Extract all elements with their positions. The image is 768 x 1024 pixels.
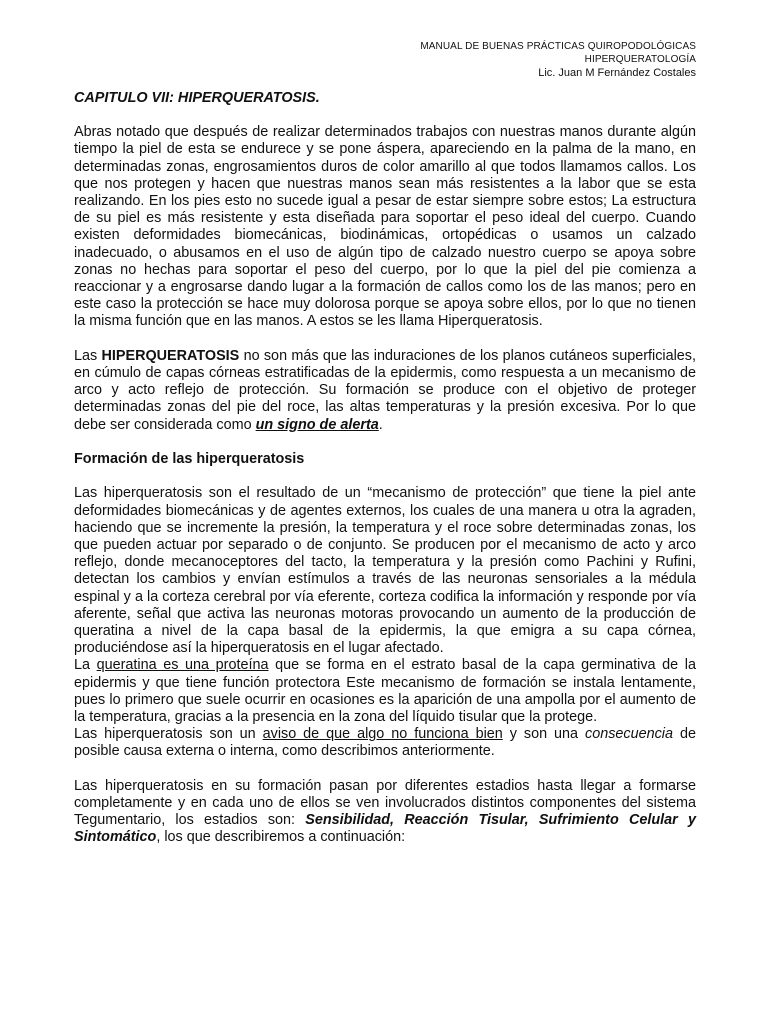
- header-author: Lic. Juan M Fernández Costales: [538, 67, 696, 79]
- paragraph-definition: [74, 348, 696, 434]
- document-body: [74, 90, 696, 864]
- emphasis-alert: un signo de alerta: [255, 416, 379, 433]
- paragraph-warning: [74, 726, 696, 760]
- text: , los que describiremos a continuación:: [156, 829, 406, 846]
- text: Las hiperqueratosis en su formación pasan por diferentes estadios hasta llegar a formarse completamente y en cada uno de ellos se ven involucrados distintos componentes del sistema Tegumentario, los estadios son:: [74, 777, 696, 829]
- page-header: [420, 40, 696, 80]
- italic-word: consecuencia: [585, 726, 674, 743]
- underlined-phrase: queratina es una proteína: [96, 657, 269, 674]
- paragraph-formation: Las hiperqueratosis son el resultado de un “mecanismo de protección” que tiene la piel ante deformidades biomecánicas y de agentes externos, los cuales de una manera u otra la agraden, haciendo que se incremente la presión, la temperatura y el roce sobre determinadas zonas, los que pueden actuar por separado o de conjunto. Se producen por el mecanismo de acto y arco reflejo, donde mecanoceptores del tacto, la temperatura y la presión como Pachini y Rufini, detectan los cambios y envían estímulos a través de las neuronas sensoriales a la médula espinal y a la corteza cerebral por vía eferente, corteza codifica la información y responde por vía aferente, señal que activa las neuronas motoras provocando un aumento de la producción de queratina a nivel de la capa basal de la epidermis, la que emigra a su capa córnea, produciéndose así la hiperqueratosis en el lugar afectado.: [74, 485, 696, 657]
- paragraph-keratin: [74, 657, 696, 726]
- text: de posible causa externa o interna, como describimos anteriormente.: [74, 726, 696, 760]
- text: no son más que las induraciones de los planos cutáneos superficiales, en cúmulo de capas córneas estratificadas de la epidermis, como respuesta a un mecanismo de arco y acto reflejo de protección. Su formación se produce con el objetivo de proteger determinadas zonas del pie del roce, las altas temperaturas y la presión excesiva. Por lo que debe ser considerada como: [74, 347, 696, 433]
- paragraph-stages: [74, 778, 696, 847]
- underlined-phrase: aviso de que algo no funciona bien: [262, 726, 503, 743]
- header-subtitle: HIPERQUERATOLOGÍA: [584, 54, 696, 65]
- text: y son una: [502, 726, 585, 743]
- text: que se forma en el estrato basal de la capa germinativa de la epidermis y que tiene función protectora Este mecanismo de formación se instala lentamente, pues lo primero que suele ocurrir en ocasiones es la aparición de una ampolla por el aumento de la temperatura, gracias a la presencia en la zona del líquido tisular que la protege.: [74, 657, 696, 726]
- bold-term: HIPERQUERATOSIS: [101, 347, 240, 364]
- text: La: [74, 657, 97, 674]
- paragraph-intro: Abras notado que después de realizar determinados trabajos con nuestras manos durante algún tiempo la piel de esta se endurece y se pone áspera, apareciendo en la palma de la mano, en determinadas zonas, engrosamientos duros de color amarillo al que todos llamamos callos. Los que nos protegen y hacen que nuestras manos sean más resistentes a la labor que se esta realizando. En los pies esto no sucede igual a pesar de estar siempre sobre estos; La estructura de su piel es más resistente y esta diseñada para soportar el peso ideal del cuerpo. Cuando existen deformidades biomecánicas, biodinámicas, ortopédicas o usamos un calzado inadecuado, o abusamos en el uso de algún tipo de calzado nuestro cuerpo se apoya sobre zonas no hechas para soportar el peso del cuerpo, por lo que la piel del pie comienza a reaccionar y a engrosarse dando lugar a la formación de callos como los de las manos; pero en este caso la protección se hace muy dolorosa porque se apoya sobre ellos, por lo que no tienen la misma función que en las manos. A estos se les llama Hiperqueratosis.: [74, 124, 696, 330]
- stages-list: Sensibilidad, Reacción Tisular, Sufrimiento Celular y Sintomático: [74, 812, 696, 846]
- section-heading: Formación de las hiperqueratosis: [74, 451, 305, 468]
- text: Las: [74, 347, 102, 364]
- text: .: [378, 416, 383, 433]
- text: Las hiperqueratosis son un: [74, 726, 263, 743]
- chapter-title: CAPITULO VII: HIPERQUERATOSIS.: [74, 90, 320, 106]
- header-manual-title: MANUAL DE BUENAS PRÁCTICAS QUIROPODOLÓGICAS: [420, 41, 696, 52]
